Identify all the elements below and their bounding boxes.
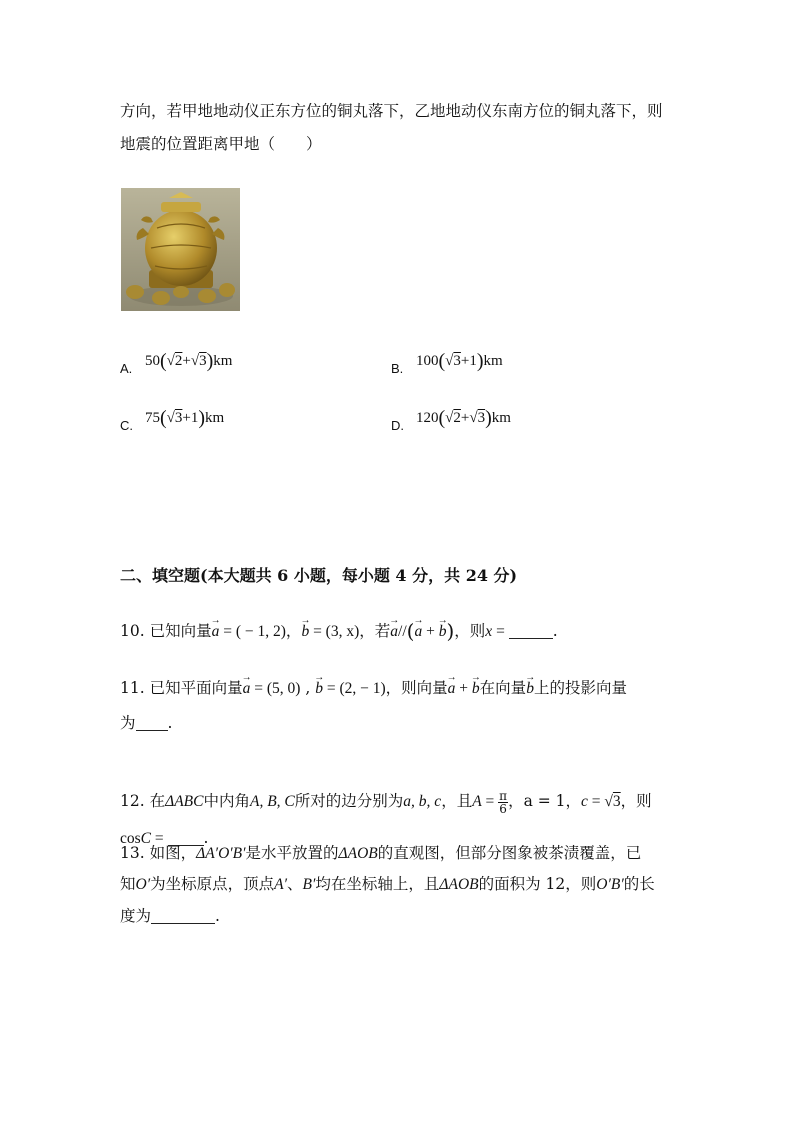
option-d-label: D.	[391, 418, 404, 433]
section-heading: 二、填空题(本大题共 6 小题，每小题 4 分，共 24 分)	[120, 566, 518, 585]
question-11-line2: 为 .	[120, 714, 173, 732]
option-c-label: C.	[120, 418, 133, 433]
option-a-expr: 50(√2+√3)km	[145, 350, 233, 372]
option-c-expr: 75(√3+1)km	[145, 407, 225, 429]
q9-line1: 方向，若甲地地动仪正东方位的铜丸落下，乙地地动仪东南方位的铜丸落下，则	[120, 102, 663, 120]
question-13-line3: 度为 .	[120, 907, 220, 925]
q9-line2: 地震的位置距离甲地（ ）	[120, 135, 322, 153]
option-a-label: A.	[120, 361, 133, 376]
answer-blank-13[interactable]	[151, 909, 215, 924]
option-b-label: B.	[391, 361, 404, 376]
question-12-line2: cosC = .	[120, 829, 209, 847]
question-13-line2: 知O′为坐标原点，顶点A′、B′均在坐标轴上，且ΔAOB的面积为 12，则O′B′的长	[120, 875, 655, 893]
option-d-expr: 120(√2+√3)km	[416, 407, 511, 429]
answer-blank-10[interactable]	[509, 624, 553, 639]
answer-blank-11[interactable]	[136, 716, 168, 731]
option-b-expr: 100(√3+1)km	[416, 350, 503, 372]
question-11-line1: 11. 已知平面向量→ a = (5, 0) , → b = (2, − 1)，则向量→ a + → b在向量→ b上的投影向量	[120, 677, 627, 700]
question-13-line1: 13. 如图，ΔA′O′B′是水平放置的ΔAOB的直观图，但部分图象被茶渍覆盖，已	[120, 844, 642, 862]
question-12-line1: 12. 在ΔABC中内角A, B, C所对的边分别为a, b, c，且A = $\frac{\pi}{6}$ ，a = 1，c = √3，则	[120, 789, 652, 816]
question-10: 10. 已知向量→ a = ( − 1, 2)，→ b = (3, x)，若→ a//(→ a + → b)，则x = .	[120, 620, 558, 643]
seismograph-photo	[121, 188, 240, 311]
